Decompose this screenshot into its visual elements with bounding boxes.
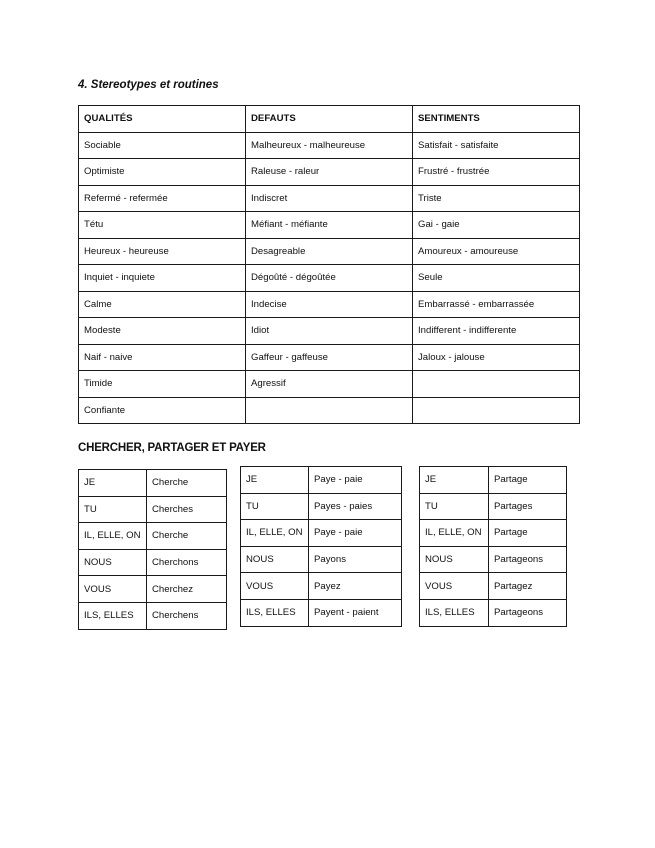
conjugation-table-partager [419,466,567,627]
verb-cell: Paye - paie [309,520,402,547]
verb-cell: Payez [309,573,402,600]
pronoun-cell: TU [420,493,489,520]
pronoun-cell: TU [79,496,147,523]
table-row [79,318,580,345]
table-cell: Gaffeur - gaffeuse [246,344,413,371]
table-row [79,397,580,424]
table-cell: Satisfait - satisfaite [413,132,580,159]
table-row [420,599,567,626]
table-row [241,599,402,626]
section-title-conjugation: CHERCHER, PARTAGER ET PAYER [78,442,266,454]
pronoun-cell: ILS, ELLES [79,602,147,629]
table-cell: Jaloux - jalouse [413,344,580,371]
table-cell: Malheureux - malheureuse [246,132,413,159]
table-cell: Frustré - frustrée [413,159,580,186]
verb-cell: Payons [309,546,402,573]
table-row [241,493,402,520]
table-row [79,602,227,629]
table-row [79,265,580,292]
conjugation-table-payer [240,466,402,627]
table-cell: Tétu [79,212,246,239]
verb-cell: Cherchens [147,602,227,629]
table-row [420,546,567,573]
table-cell [413,397,580,424]
pronoun-cell: JE [420,467,489,494]
pronoun-cell: ILS, ELLES [420,599,489,626]
table-cell: Calme [79,291,246,318]
table-cell: Sociable [79,132,246,159]
pronoun-cell: ILS, ELLES [241,599,309,626]
table-row [79,212,580,239]
table-header-row [79,106,580,133]
pronoun-cell: IL, ELLE, ON [420,520,489,547]
conjugation-table-chercher [78,469,227,630]
table-cell: Indiscret [246,185,413,212]
pronoun-cell: IL, ELLE, ON [79,523,147,550]
table-row [79,371,580,398]
table-row [241,520,402,547]
header-qualites: QUALITÉS [79,106,246,133]
table-row [241,573,402,600]
verb-cell: Cherche [147,523,227,550]
pronoun-cell: NOUS [420,546,489,573]
table-row [79,496,227,523]
table-cell: Inquiet - inquiete [79,265,246,292]
pronoun-cell: VOUS [241,573,309,600]
pronoun-cell: NOUS [241,546,309,573]
table-row [79,132,580,159]
verb-cell: Cherches [147,496,227,523]
table-cell: Indecise [246,291,413,318]
table-cell: Timide [79,371,246,398]
verb-cell: Partageons [489,546,567,573]
table-row [79,576,227,603]
table-row [420,520,567,547]
table-row [79,523,227,550]
pronoun-cell: NOUS [79,549,147,576]
table-row [420,467,567,494]
table-row [420,573,567,600]
table-cell: Dégoûté - dégoûtée [246,265,413,292]
table-row [241,467,402,494]
table-row [79,291,580,318]
verb-cell: Partage [489,467,567,494]
pronoun-cell: VOUS [79,576,147,603]
verb-cell: Partageons [489,599,567,626]
table-row [79,159,580,186]
pronoun-cell: JE [79,470,147,497]
table-cell: Triste [413,185,580,212]
verb-cell: Payes - paies [309,493,402,520]
table-row [79,549,227,576]
table-cell: Seule [413,265,580,292]
table-cell: Raleuse - raleur [246,159,413,186]
table-row [79,238,580,265]
pronoun-cell: IL, ELLE, ON [241,520,309,547]
table-cell: Agressif [246,371,413,398]
verb-cell: Paye - paie [309,467,402,494]
table-cell: Optimiste [79,159,246,186]
table-cell: Desagreable [246,238,413,265]
table-cell: Amoureux - amoureuse [413,238,580,265]
table-cell: Embarrassé - embarrassée [413,291,580,318]
verb-cell: Payent - paient [309,599,402,626]
section-title-stereotypes: 4. Stereotypes et routines [78,79,219,91]
header-defauts: DEFAUTS [246,106,413,133]
table-cell: Modeste [79,318,246,345]
table-cell: Gai - gaie [413,212,580,239]
table-row [79,185,580,212]
traits-table [78,105,580,424]
table-cell: Refermé - refermée [79,185,246,212]
table-cell [413,371,580,398]
table-row [420,493,567,520]
verb-cell: Cherchons [147,549,227,576]
verb-cell: Cherche [147,470,227,497]
verb-cell: Partagez [489,573,567,600]
table-row [241,546,402,573]
pronoun-cell: JE [241,467,309,494]
table-cell: Méfiant - méfiante [246,212,413,239]
header-sentiments: SENTIMENTS [413,106,580,133]
pronoun-cell: TU [241,493,309,520]
pronoun-cell: VOUS [420,573,489,600]
verb-cell: Partages [489,493,567,520]
table-cell [246,397,413,424]
table-row [79,470,227,497]
table-cell: Idiot [246,318,413,345]
verb-cell: Partage [489,520,567,547]
table-cell: Indifferent - indifferente [413,318,580,345]
table-cell: Heureux - heureuse [79,238,246,265]
table-cell: Naif - naive [79,344,246,371]
verb-cell: Cherchez [147,576,227,603]
table-cell: Confiante [79,397,246,424]
table-row [79,344,580,371]
